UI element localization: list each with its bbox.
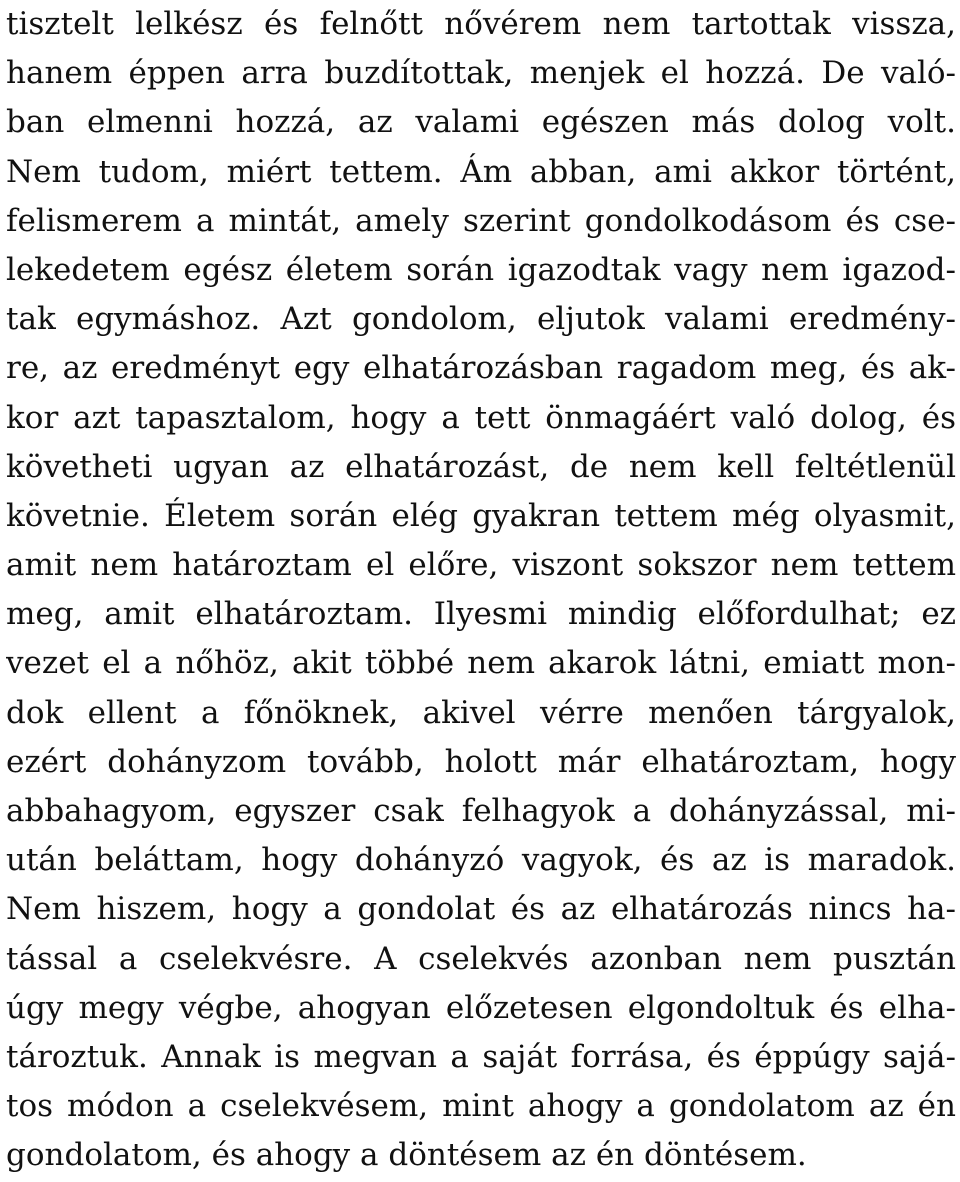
text-line-16: ezért dohányzom tovább, holott már elhatároztam, hogy — [6, 743, 956, 780]
text-line-5: felismerem a mintát, amely szerint gondolkodásom és cse- — [6, 202, 956, 239]
text-line-24: gondolatom, és ahogy a döntésem az én döntésem. — [6, 1137, 807, 1174]
text-line-14: vezet el a nőhöz, akit többé nem akarok látni, emiatt mon- — [6, 645, 956, 682]
text-line-4: Nem tudom, miért tettem. Ám abban, ami akkor történt, — [6, 153, 956, 190]
text-line-18: után beláttam, hogy dohányzó vagyok, és az is maradok. — [6, 842, 956, 879]
text-line-19: Nem hiszem, hogy a gondolat és az elhatározás nincs ha- — [6, 891, 956, 928]
text-line-1: tisztelt lelkész és felnőtt nővérem nem tartottak vissza, — [6, 6, 956, 42]
text-line-2: hanem éppen arra buzdítottak, menjek el hozzá. De való- — [6, 55, 956, 92]
text-line-13: meg, amit elhatároztam. Ilyesmi mindig előfordulhat; ez — [6, 596, 956, 633]
text-line-21: úgy megy végbe, ahogyan előzetesen elgondoltuk és elha- — [6, 989, 956, 1026]
text-line-6: lekedetem egész életem során igazodtak vagy nem igazod- — [6, 251, 956, 288]
text-line-17: abbahagyom, egyszer csak felhagyok a dohányzással, mi- — [6, 793, 956, 829]
text-line-10: követheti ugyan az elhatározást, de nem kell feltétlenül — [6, 448, 956, 485]
text-line-20: tással a cselekvésre. A cselekvés azonban nem pusztán — [6, 940, 956, 977]
text-line-22: tároztuk. Annak is megvan a saját forrása, és éppúgy sajá- — [6, 1038, 956, 1075]
text-line-15: dok ellent a főnöknek, akivel vérre menően tárgyalok, — [6, 694, 956, 731]
text-line-11: követnie. Életem során elég gyakran tettem még olyasmit, — [6, 497, 956, 534]
body-paragraph — [6, 0, 956, 1181]
text-line-12: amit nem határoztam el előre, viszont sokszor nem tettem — [6, 547, 956, 584]
text-line-3: ban elmenni hozzá, az valami egészen más dolog volt. — [6, 104, 956, 141]
text-line-8: re, az eredményt egy elhatározásban ragadom meg, és ak- — [6, 350, 956, 387]
text-line-9: kor azt tapasztalom, hogy a tett önmagáért való dolog, és — [6, 399, 956, 436]
text-line-23: tos módon a cselekvésem, mint ahogy a gondolatom az én — [6, 1088, 956, 1125]
text-line-7: tak egymáshoz. Azt gondolom, eljutok valami eredmény- — [6, 301, 956, 338]
